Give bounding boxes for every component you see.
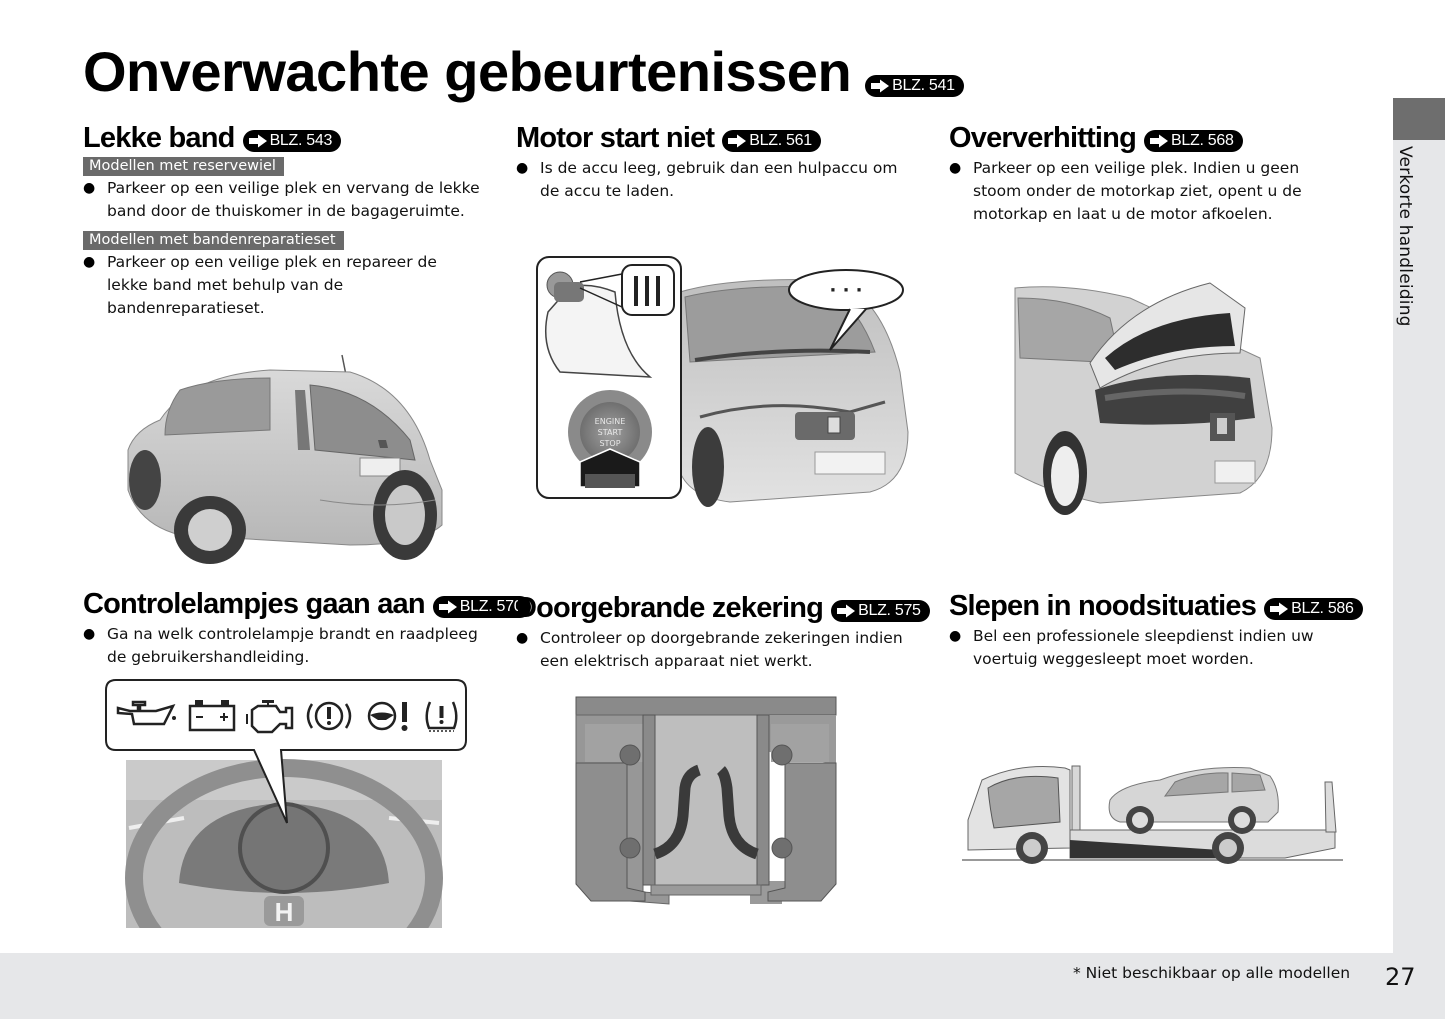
bullet-item [949, 625, 1364, 671]
subhead-repair-kit: Modellen met bandenreparatieset [83, 231, 344, 250]
bullet-icon: ● [516, 630, 529, 647]
page-ref-link[interactable] [865, 75, 964, 97]
ref-label: BLZ. 561 [749, 131, 812, 149]
engine-button-label: START [597, 428, 623, 437]
car-rear-view-icon [120, 350, 450, 570]
bullet-text: Controleer op doorgebrande zekeringen indien een elektrisch apparaat niet werkt. [540, 629, 903, 671]
section-title [83, 122, 498, 155]
arrow-right-icon [870, 79, 890, 93]
bullet-icon: ● [83, 254, 96, 271]
page-ref-label: BLZ. 541 [892, 77, 955, 94]
section-title [516, 592, 931, 625]
bullet-item [516, 627, 931, 673]
bullet-item [516, 157, 931, 203]
bullet-icon: ● [83, 180, 96, 197]
bullet-icon: ● [83, 626, 96, 643]
ref-label: BLZ. 575 [858, 601, 921, 619]
section-title [949, 590, 1364, 623]
arrow-right-icon [836, 604, 856, 618]
arrow-right-icon [1269, 602, 1289, 616]
bullet-text: Is de accu leeg, gebruik dan een hulpaccu om de accu te laden. [540, 159, 898, 201]
arrow-right-icon [438, 600, 458, 614]
page-title-text: Onverwachte gebeurtenissen [83, 40, 852, 103]
bullet-text: Ga na welk controlelampje brandt en raadpleeg de gebruikershandleiding. [107, 625, 478, 667]
section-title-text: Motor start niet [516, 122, 715, 154]
section-towing [949, 590, 1364, 671]
ref-label: BLZ. 570 [459, 597, 523, 615]
section-title [516, 122, 931, 155]
bullet-item [83, 251, 498, 320]
speech-dots: · · · [829, 280, 863, 301]
ref-link[interactable] [722, 130, 821, 152]
footer-note: * Niet beschikbaar op alle modellen [1073, 964, 1351, 982]
section-engine-wont-start [516, 122, 931, 203]
section-flat-tire [83, 122, 498, 320]
section-warning-lights [83, 588, 523, 669]
page-number: 27 [1385, 963, 1416, 991]
bullet-text: Parkeer op een veilige plek. Indien u geen stoom onder de motorkap ziet, opent u de motorkap en laat u de motor afkoelen. [973, 159, 1302, 224]
bullet-item [83, 177, 498, 223]
ref-link[interactable] [831, 600, 930, 622]
section-title [949, 122, 1364, 155]
bullet-item [83, 623, 498, 669]
footer-band [0, 953, 1445, 1019]
flatbed-tow-truck [960, 740, 1345, 865]
engine-button-label: STOP [599, 439, 621, 448]
bullet-icon: ● [949, 628, 962, 645]
blown-fuse [575, 696, 837, 906]
svg-text:H: H [274, 897, 294, 927]
arrow-right-icon [727, 134, 747, 148]
bullet-item [949, 157, 1364, 226]
section-title-text: Oververhitting [949, 122, 1137, 154]
ref-label: BLZ. 568 [1171, 131, 1234, 149]
ref-label: BLZ. 586 [1291, 599, 1354, 617]
bullet-icon: ● [949, 160, 962, 177]
engine-button-label: ENGINE [594, 417, 626, 426]
section-title [83, 588, 523, 621]
bullet-icon: ● [516, 160, 529, 177]
page-title [83, 40, 964, 103]
arrow-right-icon [1149, 134, 1169, 148]
subhead-spare-wheel: Modellen met reservewiel [83, 157, 284, 176]
ref-link[interactable] [1144, 130, 1243, 152]
side-tab-marker [1393, 98, 1445, 140]
car-front-start-button [530, 252, 915, 510]
ref-label: BLZ. 543 [269, 131, 333, 149]
section-title-text: Doorgebrande zekering [516, 592, 824, 624]
bullet-text: Parkeer op een veilige plek en vervang de lekke band door de thuiskomer in de bagageruimte. [107, 179, 480, 221]
ref-link[interactable] [243, 130, 342, 152]
bullet-text: Parkeer op een veilige plek en repareer de lekke band met behulp van de bandenreparatieset. [107, 253, 437, 318]
section-title-text: Controlelampjes gaan aan [83, 588, 425, 620]
section-blown-fuse [516, 592, 931, 673]
car-hood-open [1010, 278, 1280, 518]
ref-link[interactable] [1264, 598, 1363, 620]
arrow-right-icon [248, 134, 268, 148]
section-overheating [949, 122, 1364, 226]
side-tab-label: Verkorte handleiding [1395, 146, 1415, 327]
section-title-text: Lekke band [83, 122, 235, 154]
dashboard-warning-lights [104, 678, 469, 928]
bullet-text: Bel een professionele sleepdienst indien uw voertuig weggesleept moet worden. [973, 627, 1314, 669]
section-title-text: Slepen in noodsituaties [949, 590, 1257, 622]
